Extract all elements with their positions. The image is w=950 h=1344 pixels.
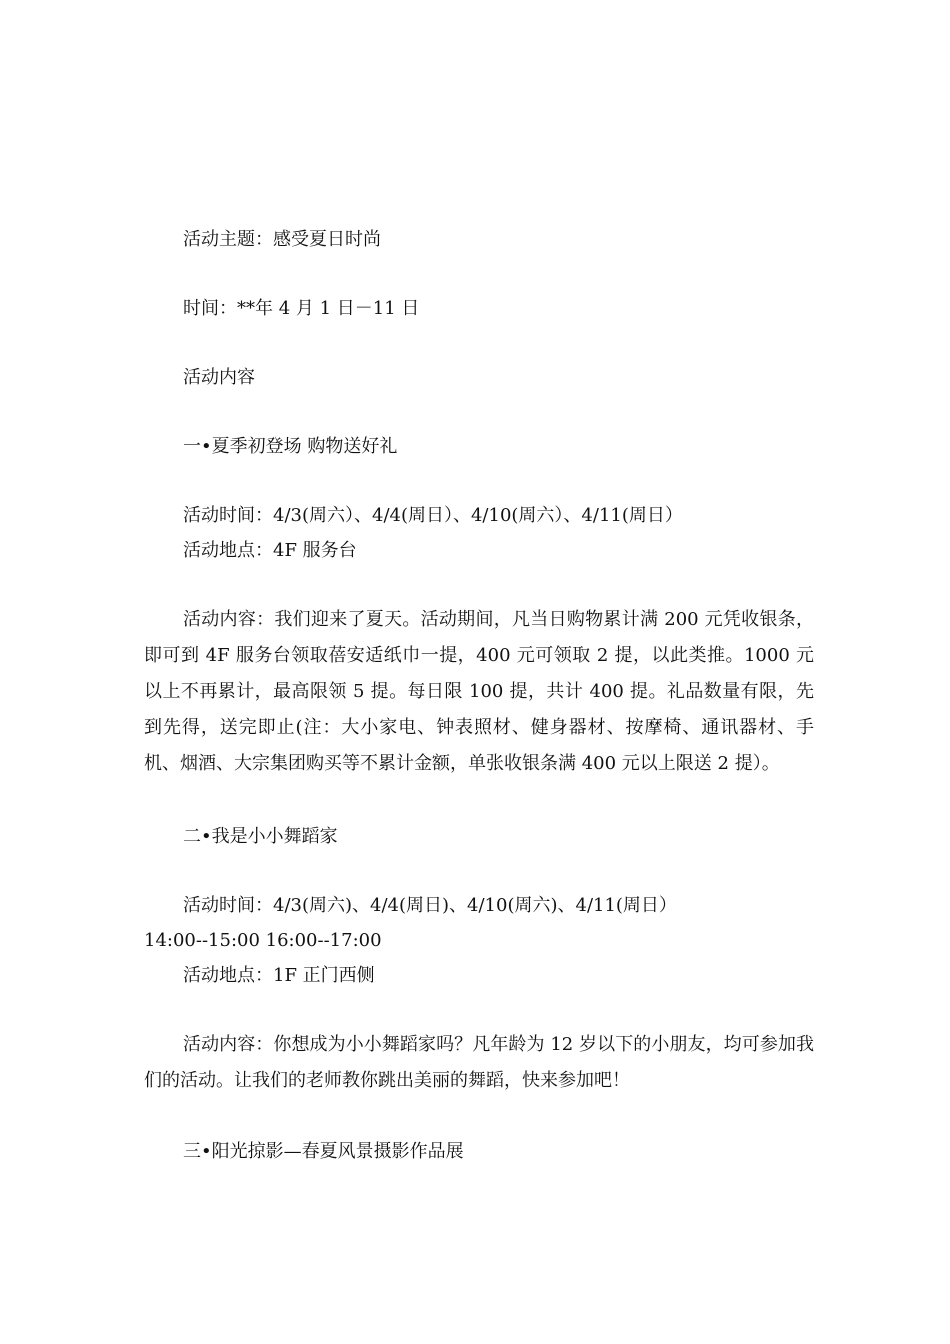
activity-date: 时间：**年 4 月 1 日－11 日 — [183, 298, 420, 319]
section-2-time: 活动时间：4/3(周六)、4/4(周日)、4/10(周六)、4/11(周日） — [183, 895, 677, 916]
section-1-content: 活动内容：我们迎来了夏天。活动期间，凡当日购物累计满 200 元凭收银条，即可到 4F 服务台领取蓓安适纸巾一提，400 元可领取 2 提，以此类推。1000 元以上不再累计，最高限领 5 提。每日限 100 提，共计 400 提。礼品数量有限，先到先得，送完即止(注：大小家电、钟表照材、健身器材、按摩椅、通讯器材、手机、烟酒、大宗集团购买等不累计金额，单张收银条满 400 元以上限送 2 提）。 — [144, 609, 814, 774]
section-2-place: 活动地点：1F 正门西侧 — [183, 965, 375, 986]
section-1-time: 活动时间：4/3(周六）、4/4(周日）、4/10(周六）、4/11(周日） — [183, 505, 683, 526]
section-1-place: 活动地点：4F 服务台 — [183, 540, 357, 561]
section-2-title: 二•我是小小舞蹈家 — [183, 826, 338, 847]
content-heading: 活动内容 — [183, 367, 255, 388]
section-2-hours: 14:00--15:00 16:00--17:00 — [144, 930, 382, 951]
activity-theme: 活动主题：感受夏日时尚 — [183, 229, 381, 250]
section-3-title: 三•阳光掠影—春夏风景摄影作品展 — [183, 1141, 464, 1162]
section-1-title: 一•夏季初登场 购物送好礼 — [183, 436, 398, 457]
section-2-content: 活动内容：你想成为小小舞蹈家吗？凡年龄为 12 岁以下的小朋友，均可参加我们的活动。让我们的老师教你跳出美丽的舞蹈，快来参加吧！ — [144, 1034, 814, 1091]
